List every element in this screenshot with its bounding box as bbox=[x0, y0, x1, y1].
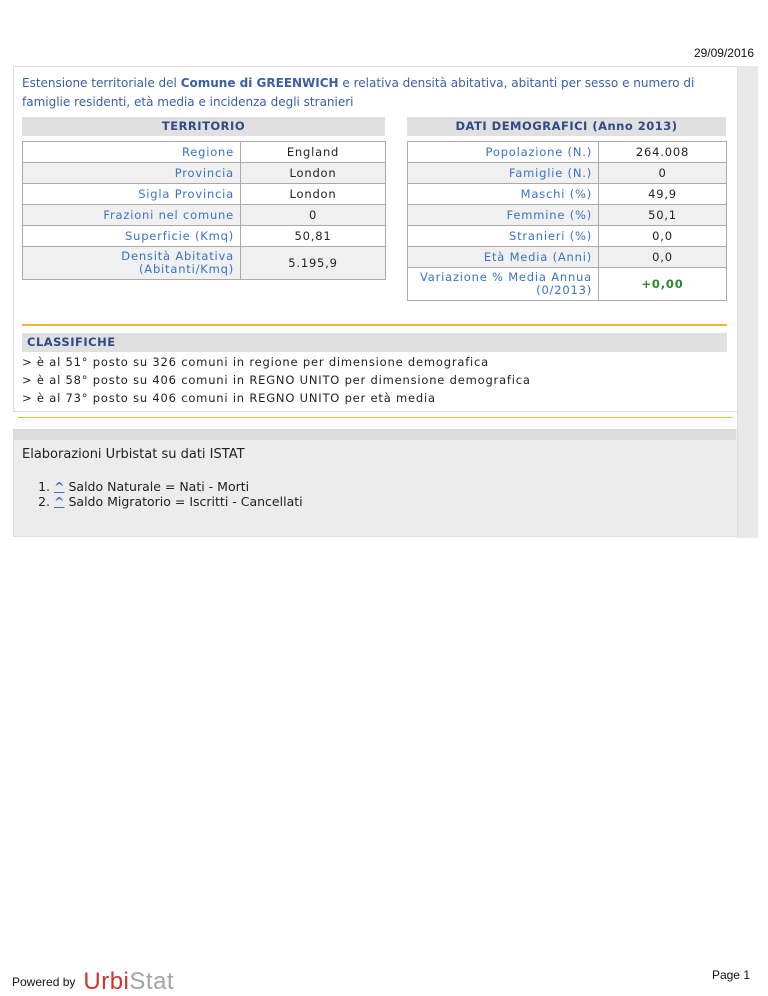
table-row: Provincia London bbox=[23, 163, 386, 184]
comune-name: Comune di GREENWICH bbox=[180, 76, 339, 90]
table-row: Stranieri (%) 0,0 bbox=[408, 226, 727, 247]
classifiche-header: CLASSIFICHE bbox=[22, 333, 727, 352]
table-row: Regione England bbox=[23, 142, 386, 163]
scrollbar[interactable] bbox=[737, 66, 758, 538]
elaborazioni-title: Elaborazioni Urbistat su dati ISTAT bbox=[22, 447, 245, 462]
territorio-table bbox=[22, 141, 386, 280]
table-row: Frazioni nel comune 0 bbox=[23, 205, 386, 226]
table-row: Maschi (%) 49,9 bbox=[408, 184, 727, 205]
divider bbox=[22, 324, 727, 326]
table-row: Età Media (Anni) 0,0 bbox=[408, 247, 727, 268]
rank-item: > è al 51° posto su 326 comuni in regione per dimensione demografica bbox=[22, 355, 490, 369]
list-item: 1. ^ Saldo Naturale = Nati - Morti bbox=[54, 479, 303, 494]
table-row: Superficie (Kmq) 50,81 bbox=[23, 226, 386, 247]
caret-up-icon[interactable]: ^ bbox=[54, 479, 65, 494]
table-row: Popolazione (N.) 264.008 bbox=[408, 142, 727, 163]
page-number: Page 1 bbox=[711, 968, 750, 982]
intro-text: Estensione territoriale del Comune di GREENWICH e relativa densità abitativa, abitanti per sesso e numero di famiglie residenti, età media e incidenza degli stranieri bbox=[22, 76, 695, 109]
table-row: Sigla Provincia London bbox=[23, 184, 386, 205]
list-item: 2. ^ Saldo Migratorio = Iscritti - Cancellati bbox=[54, 494, 303, 509]
print-date: 29/09/2016 bbox=[693, 46, 754, 60]
demografici-table bbox=[407, 141, 727, 301]
divider bbox=[18, 417, 732, 418]
table-row: Femmine (%) 50,1 bbox=[408, 205, 727, 226]
table-row: Famiglie (N.) 0 bbox=[408, 163, 727, 184]
caret-up-icon[interactable]: ^ bbox=[54, 494, 65, 509]
variation-value: +0,00 bbox=[599, 268, 727, 301]
table-row: Variazione % Media Annua (0/2013) +0,00 bbox=[408, 268, 727, 301]
rank-item: > è al 58° posto su 406 comuni in REGNO UNITO per dimensione demografica bbox=[22, 373, 531, 387]
urbistat-logo: UrbiStat bbox=[83, 968, 175, 995]
demografici-header: DATI DEMOGRAFICI (Anno 2013) bbox=[407, 117, 726, 136]
elaborazioni-panel-header bbox=[13, 429, 736, 440]
footer-branding bbox=[12, 968, 174, 996]
powered-by-label: Powered by bbox=[12, 975, 76, 989]
notes-list bbox=[14, 479, 303, 509]
table-row: Densità Abitativa (Abitanti/Kmq) 5.195,9 bbox=[23, 247, 386, 280]
rank-item: > è al 73° posto su 406 comuni in REGNO UNITO per età media bbox=[22, 391, 436, 405]
territorio-header: TERRITORIO bbox=[22, 117, 385, 136]
